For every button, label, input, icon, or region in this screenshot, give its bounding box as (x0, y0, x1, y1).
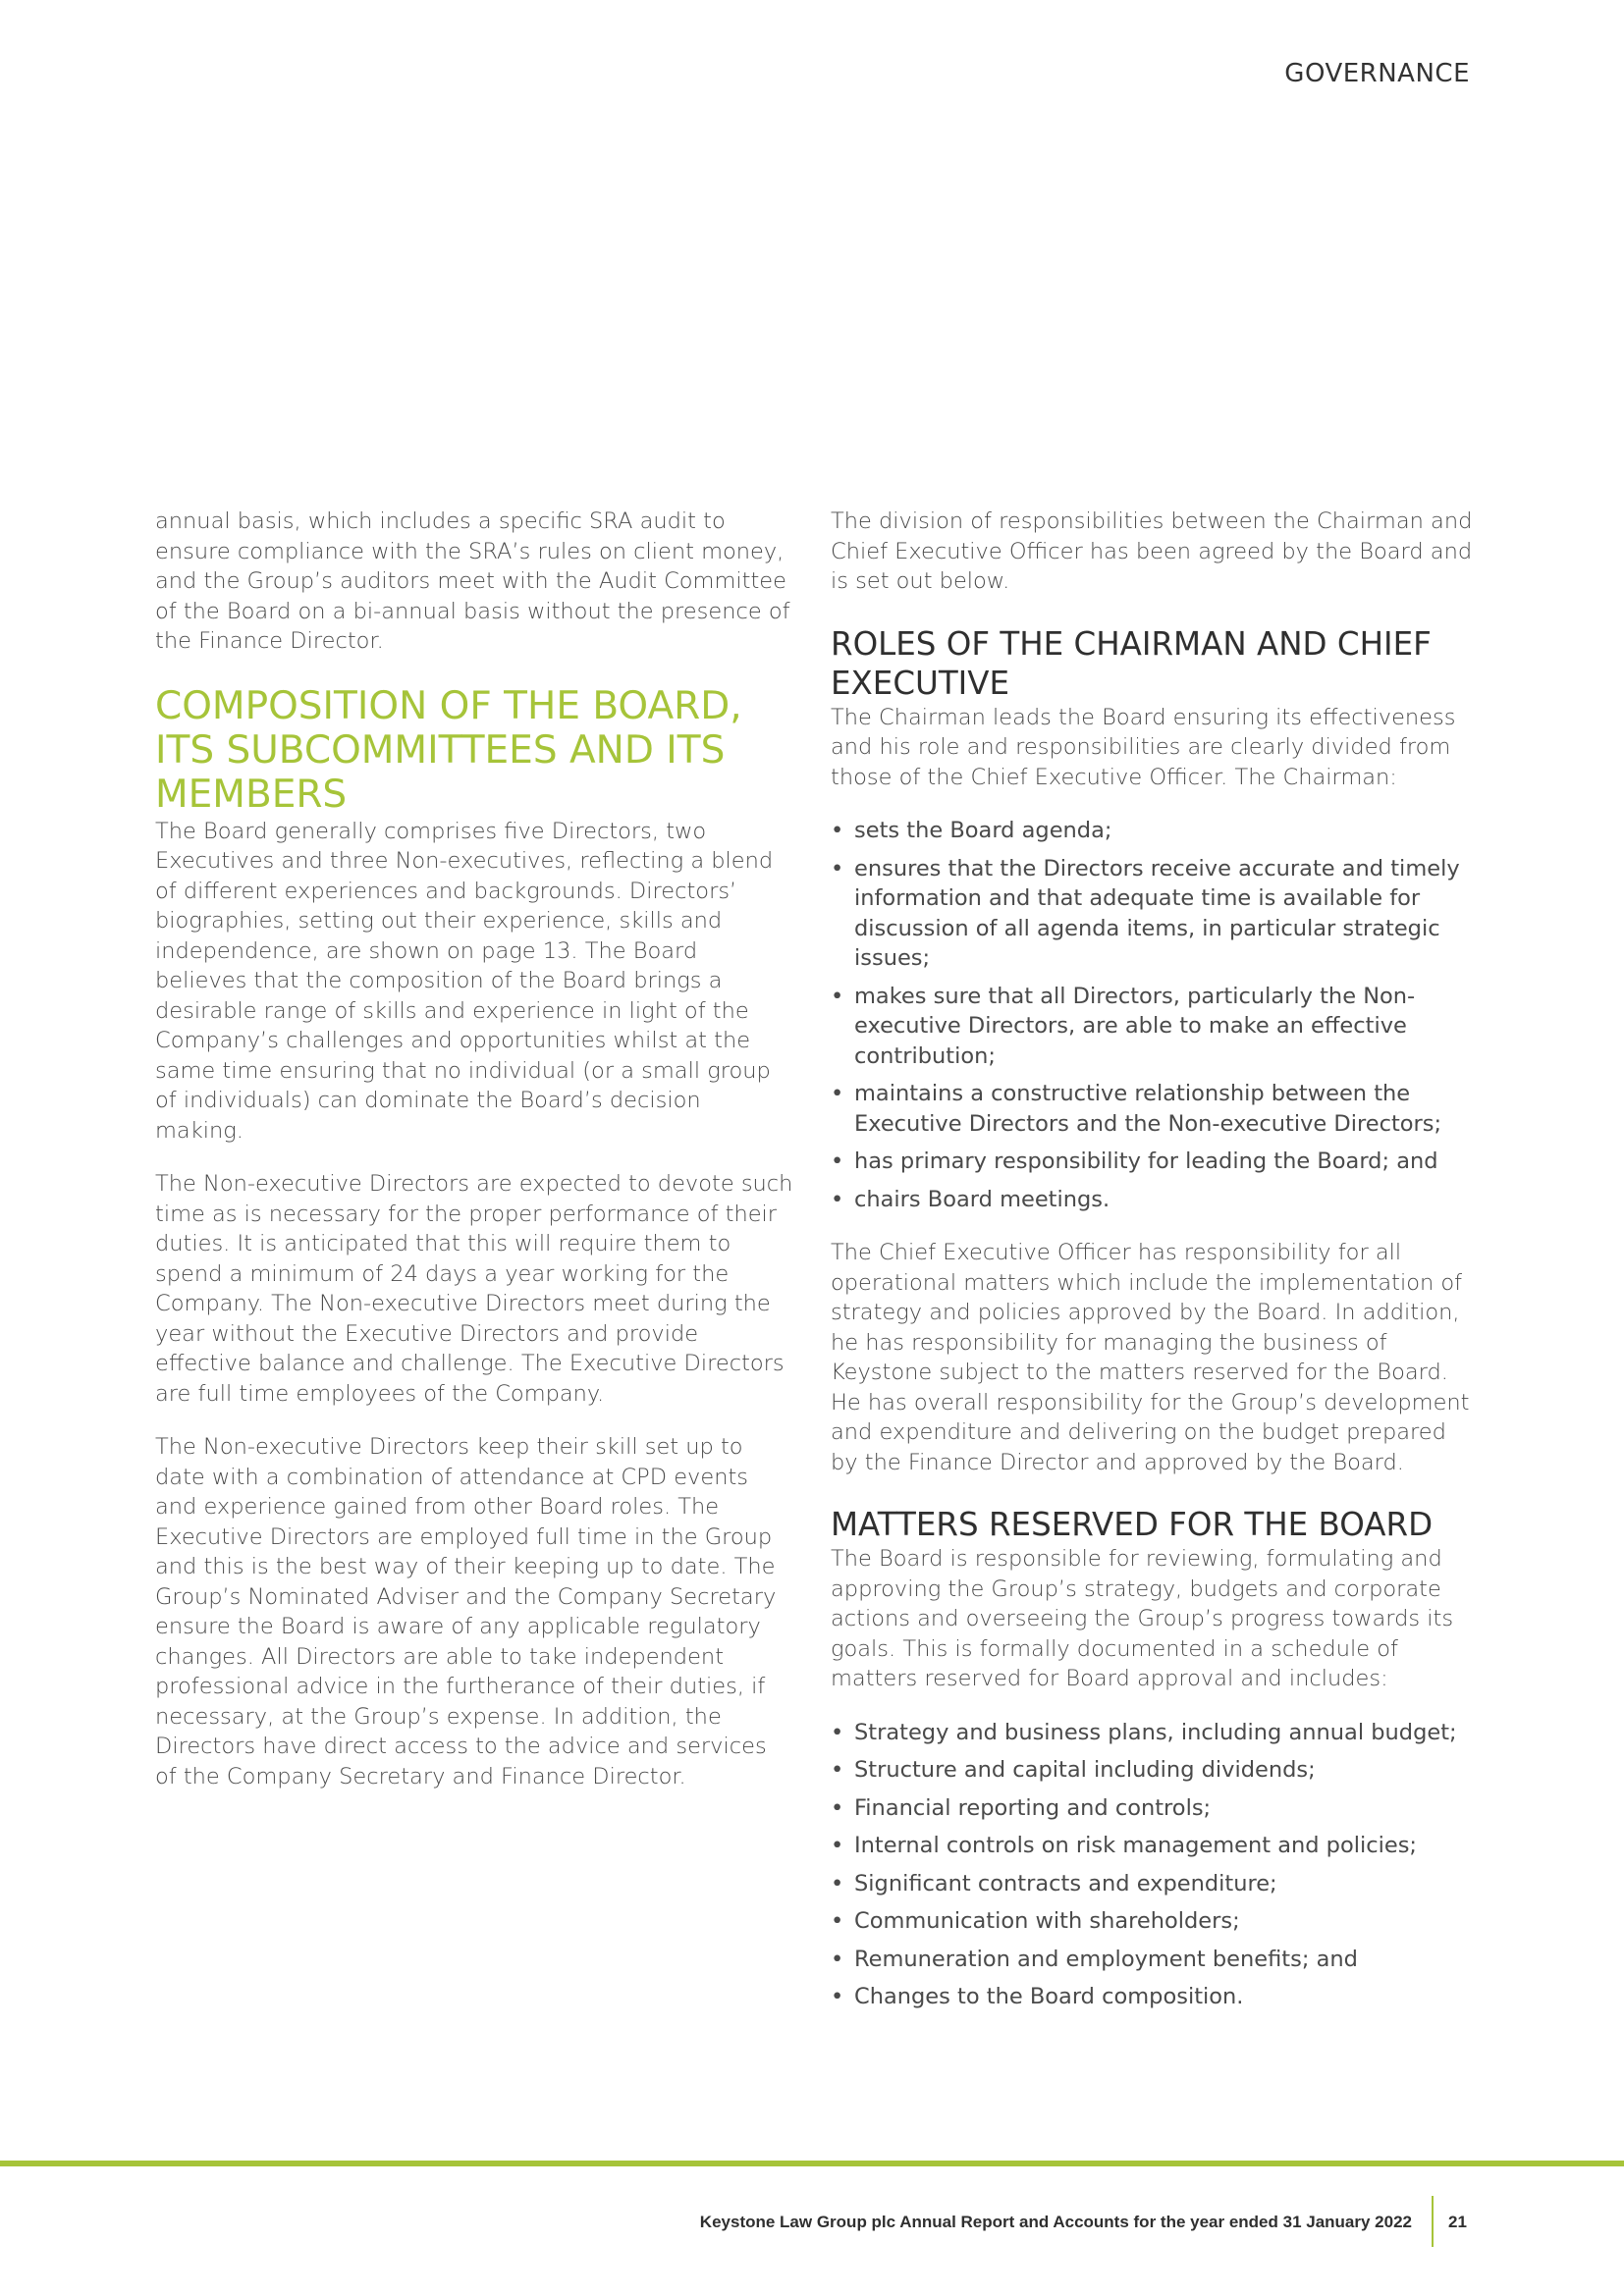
footer-divider (1432, 2196, 1434, 2247)
bullet-icon: • (831, 1081, 844, 1106)
list-item: • Significant contracts and expenditure; (831, 1869, 1473, 1899)
section-tag: GOVERNANCE (1284, 59, 1470, 88)
list-item: • chairs Board meetings. (831, 1185, 1473, 1215)
left-paragraph-composition: The Board generally comprises five Directors, two Executives and three Non-executives, reflecting a blend of different experiences and backgrounds. Directors’ biographies, setting out their experience, skills and independence, are shown on page 13. The Board believes that the composition of the Board brings a desirable range of skills and experience in light of the Company’s challenges and opportunities whilst at the same time ensuring that no individual (or a small group of individuals) can dominate the Board’s decision making. (155, 818, 774, 1144)
bullet-icon: • (831, 1186, 844, 1212)
left-paragraph-intro: annual basis, which includes a specific SRA audit to ensure compliance with the SRA’s rules on client money, and the Group’s auditors meet with the Audit Committee of the Board on a bi-annual basis without the presence of the Finance Director. (155, 508, 790, 654)
bullet-icon: • (831, 1870, 844, 1896)
bullet-icon: • (831, 818, 844, 843)
list-item: • sets the Board agenda; (831, 816, 1473, 846)
right-column (831, 507, 1473, 2036)
right-paragraph-ceo: The Chief Executive Officer has responsibility for all operational matters which include the implementation of strategy and policies approved by the Board. In addition, he has responsibility for managing the business of Keystone subject to the matters reserved for the Board. He has overall responsibility for the Group’s development and expenditure and delivering on the budget prepared by the Finance Director and approved by the Board. (831, 1240, 1470, 1475)
list-item: • Strategy and business plans, including annual budget; (831, 1718, 1473, 1748)
list-item: • makes sure that all Directors, particularly the Non-executive Directors, are able to make an effective contribution; (831, 983, 1416, 1069)
left-column (155, 507, 793, 1815)
chairman-duties-list (831, 816, 1473, 1214)
right-paragraph-matters: The Board is responsible for reviewing, formulating and approving the Group’s strategy, budgets and corporate actions and overseeing the Group’s progress towards its goals. This is formally documented in a schedule of matters reserved for Board approval and includes: (831, 1546, 1454, 1691)
list-item: • Internal controls on risk management and policies; (831, 1831, 1473, 1861)
list-item: • Structure and capital including dividends; (831, 1755, 1473, 1786)
bullet-icon: • (831, 1148, 844, 1174)
bullet-icon: • (831, 1908, 844, 1934)
bullet-icon: • (831, 1794, 844, 1821)
footer-title: Keystone Law Group plc Annual Report and Accounts for the year ended 31 January 2022 (699, 2213, 1412, 2231)
list-item: • maintains a constructive relationship between the Executive Directors and the Non-executive Directors; (831, 1081, 1442, 1137)
bullet-icon: • (831, 1719, 844, 1745)
bullet-icon: • (831, 983, 844, 1009)
list-item: • Changes to the Board composition. (831, 1982, 1473, 2012)
list-item: • Communication with shareholders; (831, 1906, 1473, 1937)
list-item: • Financial reporting and controls; (831, 1793, 1473, 1824)
list-item: • Remuneration and employment benefits; and (831, 1945, 1473, 1975)
bullet-icon: • (831, 1833, 844, 1858)
list-item: • has primary responsibility for leading the Board; and (831, 1147, 1473, 1177)
right-paragraph-chairman: The Chairman leads the Board ensuring its effectiveness and his role and responsibilities are clearly divided from those of the Chief Executive Officer. The Chairman: (831, 704, 1456, 790)
page-number: 21 (1448, 2213, 1467, 2231)
bullet-icon: • (831, 855, 844, 881)
composition-heading: COMPOSITION OF THE BOARD, ITS SUBCOMMITTEES AND ITS MEMBERS (155, 683, 742, 817)
bullet-icon: • (831, 1984, 844, 2009)
right-paragraph-division: The division of responsibilities between the Chairman and Chief Executive Officer has been agreed by the Board and is set out below. (831, 508, 1473, 594)
bullet-icon: • (831, 1946, 844, 1972)
left-paragraph-skills: The Non-executive Directors keep their skill set up to date with a combination of attendance at CPD events and experience gained from other Board roles. The Executive Directors are employed full time in the Group and this is the best way of their keeping up to date. The Group’s Nominated Adviser and the Company Secretary ensure the Board is aware of any applicable regulatory changes. All Directors are able to take independent professional advice in the furtherance of their duties, if necessary, at the Group’s expense. In addition, the Directors have direct access to the advice and services of the Company Secretary and Finance Director. (155, 1434, 777, 1789)
matters-reserved-heading: MATTERS RESERVED FOR THE BOARD (831, 1506, 1434, 1543)
bullet-icon: • (831, 1757, 844, 1783)
left-paragraph-time-commitment: The Non-executive Directors are expected to devote such time as is necessary for the proper performance of their duties. It is anticipated that this will require them to spend a minimum of 24 days a year working for the Company. The Non-executive Directors meet during the year without the Executive Directors and provide effective balance and challenge. The Executive Directors are full time employees of the Company. (155, 1171, 793, 1407)
matters-reserved-list (831, 1718, 1473, 2012)
roles-heading: ROLES OF THE CHAIRMAN AND CHIEF EXECUTIVE (831, 624, 1432, 702)
list-item: • ensures that the Directors receive accurate and timely information and that adequate time is available for discussion of all agenda items, in particular strategic issues; (831, 855, 1460, 971)
footer-rule (0, 2161, 1624, 2166)
